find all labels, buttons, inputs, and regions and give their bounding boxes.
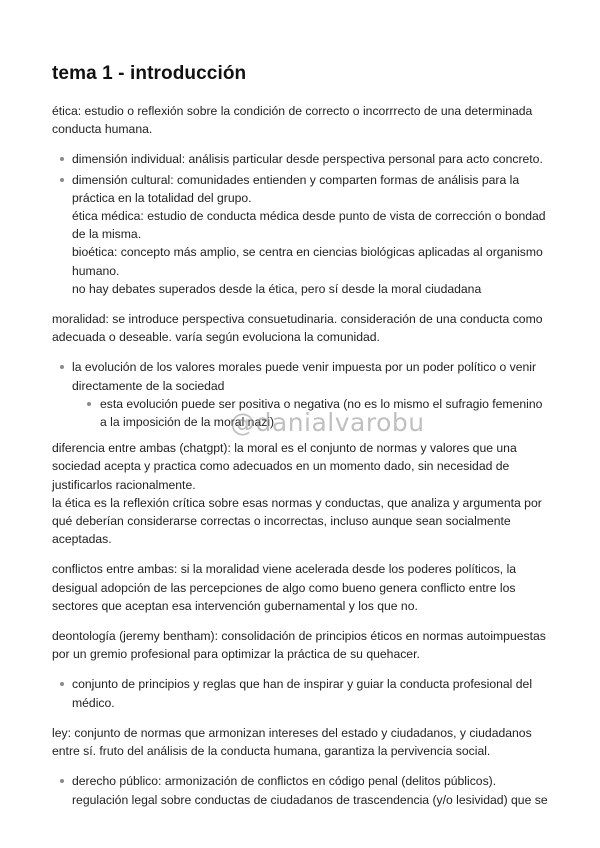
- list-item: [72, 675, 548, 711]
- list-ley: [52, 772, 548, 808]
- paragraph-moralidad: moralidad: se introduce perspectiva consuetudinaria. consideración de una conducta como adecuada o deseable. varía según evoluciona la comunidad.: [52, 312, 543, 345]
- list-dimensiones: [52, 150, 548, 298]
- list-deontologia: [52, 675, 548, 711]
- paragraph-deontologia: deontología (jeremy bentham): consolidación de principios éticos en normas autoimpuestas por un gremio profesional para optimizar la práctica de su quehacer.: [52, 629, 546, 662]
- watermark: @danialvarobu: [230, 408, 425, 437]
- paragraph-etica: ética: estudio o reflexión sobre la condición de correcto o incorrrecto de una determinada conducta humana.: [52, 104, 533, 137]
- paragraph-diferencia: diferencia entre ambas (chatgpt): la moral es el conjunto de normas y valores que una sociedad acepta y practica como adecuados en un momento dado, sin necesidad de justificarlos racionalmente.: [52, 441, 517, 492]
- list-item-text: dimensión individual: análisis particular desde perspectiva personal para acto concreto.: [72, 152, 543, 167]
- paragraph-ley: ley: conjunto de normas que armonizan intereses del estado y ciudadanos, y ciudadanos entre sí. fruto del análisis de la conducta humana, garantiza la pervivencia social.: [52, 725, 532, 759]
- paragraph-conflictos: conflictos entre ambas: si la moralidad viene acelerada desde los poderes políticos, la desigual adopción de las percepciones de algo como bueno genera conflicto entre los sectores que aceptan esa intervención gubernamental y los que no.: [52, 562, 517, 613]
- paragraph-etica-reflexion: la ética es la reflexión crítica sobre esas normas y conductas, que analiza y argumenta por qué deberían considerarse correctas o incorrectas, incluso aunque sean socialmente aceptadas.: [52, 495, 542, 547]
- list-item: [72, 772, 548, 808]
- document-page: [52, 58, 548, 821]
- list-item-text: esta evolución puede ser positiva o negativa (no es lo mismo el sufragio femenino a la imposición de la moral nazi): [100, 396, 543, 430]
- list-item: [72, 171, 548, 298]
- list-item-text: no hay debates superados desde la ética, pero sí desde la moral ciudadana: [72, 281, 482, 296]
- list-item-text: ética médica: estudio de conducta médica desde punto de vista de corrección o bondad de la misma.: [72, 209, 546, 242]
- list-item-text: regulación legal sobre conductas de ciudadanos de trascendencia (y/o lesividad) que se: [72, 792, 548, 807]
- list-item-text: conjunto de principios y reglas que han de inspirar y guiar la conducta profesional del médico.: [72, 677, 533, 710]
- list-item-text: derecho público: armonización de conflictos en código penal (delitos públicos).: [72, 774, 497, 789]
- list-item-text: dimensión cultural: comunidades entienden y comparten formas de análisis para la práctica en la totalidad del grupo.: [72, 172, 520, 205]
- list-item: [72, 150, 548, 168]
- list-item-text: bioética: concepto más amplio, se centra en ciencias biológicas aplicadas al organismo humano.: [72, 245, 543, 278]
- list-item-text: la evolución de los valores morales puede venir impuesta por un poder político o venir directamente de la sociedad: [72, 360, 537, 393]
- page-title: tema 1 - introducción: [52, 63, 247, 84]
